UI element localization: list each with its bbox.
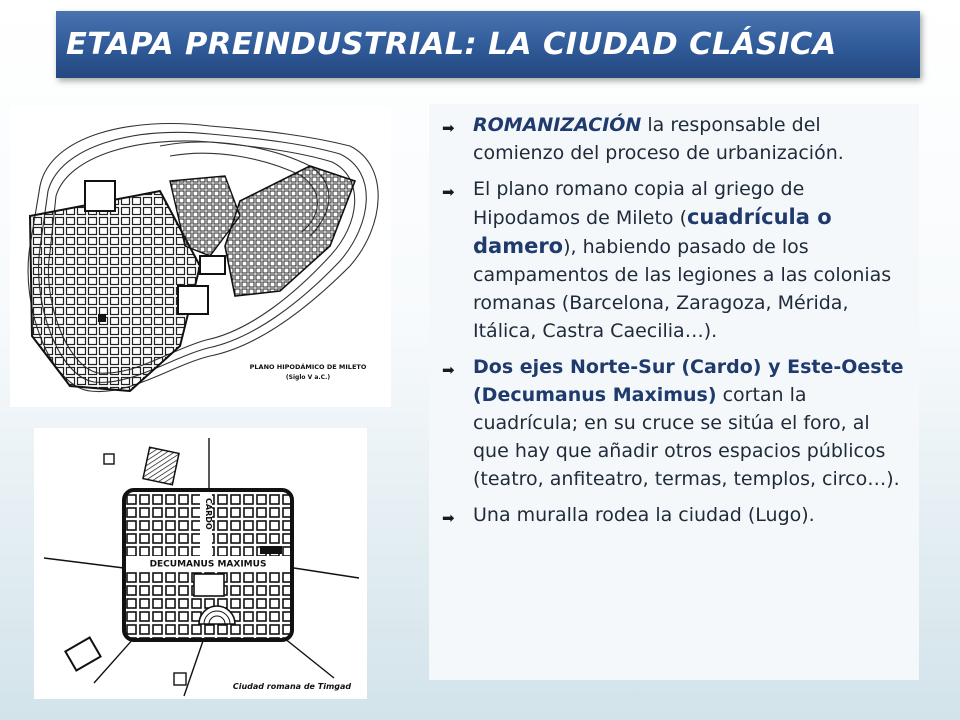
- mileto-plan-drawing: [10, 106, 391, 407]
- mileto-caption-line2: (Siglo V a.C.): [285, 374, 331, 381]
- bullet-item-muralla: [441, 501, 911, 529]
- bullet-2-text-before: El plano romano copia al griego de Hipodamos de Mileto (: [473, 178, 805, 229]
- arrow-right-icon: ➡: [442, 361, 455, 379]
- bullet-1-strong: ROMANIZACIÓN: [473, 114, 642, 136]
- timgad-plan-image: [34, 428, 367, 699]
- slide-title: ETAPA PREINDUSTRIAL: LA CIUDAD CLÁSICA: [66, 27, 837, 62]
- bullet-3-strong: Dos ejes Norte-Sur (Cardo) y Este-Oeste (Decumanus Maximus): [473, 356, 904, 406]
- bullet-item-romanizacion: [441, 111, 911, 167]
- bullet-list: [441, 111, 911, 529]
- bullet-item-ejes: [441, 353, 911, 493]
- arrow-right-icon: ➡: [442, 509, 455, 527]
- timgad-decumanus-label: DECUMANUS MAXIMUS: [149, 559, 267, 570]
- bullet-text-panel: [429, 104, 919, 680]
- timgad-plan-drawing: [34, 428, 367, 699]
- bullet-2-text-after: ), habiendo pasado de los campamentos de las legiones a las colonias romanas (Barcelona, Zaragoza, Mérida, Itálica, Castra Caecilia…).: [473, 236, 892, 342]
- bullet-2-strong: cuadrícula o damero: [473, 205, 832, 258]
- title-bar: [56, 11, 920, 78]
- arrow-right-icon: ➡: [442, 183, 455, 201]
- arrow-right-icon: ➡: [442, 119, 455, 137]
- bullet-item-plano-romano: [441, 175, 911, 345]
- timgad-cardo-label: CARDO: [204, 498, 213, 530]
- timgad-caption: Ciudad romana de Timgad: [232, 682, 352, 691]
- bullet-3-text: cortan la cuadrícula; en su cruce se sitúa el foro, al que hay que añadir otros espacios públicos (teatro, anfiteatro, termas, templos, circo…).: [473, 384, 900, 490]
- mileto-caption-line1: PLANO HIPODÁMICO DE MILETO: [249, 363, 367, 371]
- bullet-1-text: la responsable del comienzo del proceso de urbanización.: [473, 114, 844, 164]
- bullet-4-text: Una muralla rodea la ciudad (Lugo).: [473, 504, 815, 526]
- mileto-plan-image: [10, 106, 391, 407]
